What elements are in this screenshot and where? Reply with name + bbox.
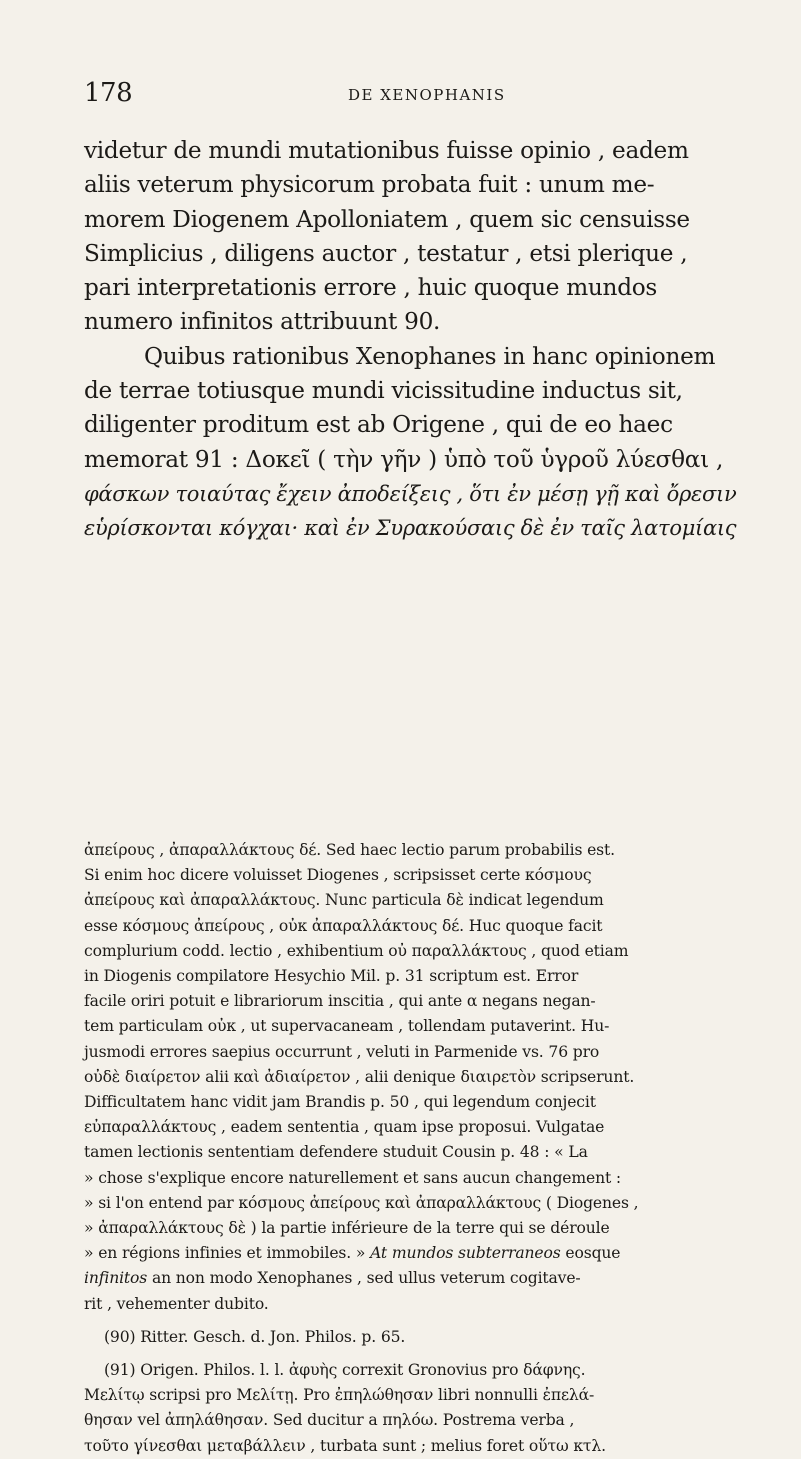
note-line: esse κόσμους ἀπείρους , οὐκ ἀπαραλλάκτους δέ. Huc quoque facit	[84, 916, 603, 935]
running-title: DE XENOPHANIS	[348, 86, 506, 104]
note-line: complurium codd. lectio , exhibentium οὐ παραλλάκτους , quod etiam	[84, 941, 629, 960]
text-line: de terrae totiusque mundi vicissitudine inductus sit,	[84, 377, 683, 405]
note-line-with-italic	[84, 1241, 726, 1266]
note-line-with-italic	[84, 1266, 726, 1291]
italic-phrase: At mundos subterraneos	[370, 1244, 561, 1263]
text-line: diligenter proditum est ab Origene , qui de eo haec	[84, 411, 673, 439]
note-text: an non modo Xenophanes , sed ullus veterum cogitave-	[147, 1269, 581, 1288]
text-line: Simplicius , diligens auctor , testatur , etsi plerique ,	[84, 239, 688, 267]
note-line: Μελίτῳ scripsi pro Μελίτῃ. Pro ἐπηλώθησαν libri nonnulli ἐπελά-	[84, 1386, 595, 1405]
note-line: Difficultatem hanc vidit jam Brandis p. 50 , qui legendum conjecit	[84, 1093, 596, 1112]
page-header	[0, 78, 801, 112]
note-line: εὐπαραλλάκτους , eadem sententia , quam ipse proposui. Vulgatae	[84, 1118, 605, 1137]
text-line: Quibus rationibus Xenophanes in hanc opinionem	[144, 342, 716, 370]
text-line: numero infinitos attribuunt 90.	[84, 308, 441, 336]
footnote-90: (90) Ritter. Gesch. d. Jon. Philos. p. 65.	[104, 1327, 406, 1346]
paragraph-1	[84, 134, 726, 340]
page-number: 178	[84, 78, 133, 108]
note-line: rit , vehementer dubito.	[84, 1294, 269, 1313]
footnotes	[84, 838, 726, 1459]
italic-phrase: infinitos	[84, 1269, 148, 1288]
text-line: aliis veterum physicorum probata fuit : unum me-	[84, 171, 655, 199]
paragraph-2	[84, 340, 737, 546]
main-text	[84, 134, 737, 546]
note-line: » ἀπαραλλάκτους δὲ ) la partie inférieure de la terre qui se déroule	[84, 1219, 610, 1238]
note-line: τοῦτο γίνεσθαι μεταβάλλειν , turbata sunt ; melius foret οὕτω κτλ.	[84, 1436, 606, 1455]
note-line: ἀπείρους , ἀπαραλλάκτους δέ. Sed haec lectio parum probabilis est.	[84, 841, 615, 859]
text-line: morem Diogenem Apolloniatem , quem sic censuisse	[84, 205, 690, 233]
note-text: » en régions infinies et immobiles. »	[84, 1244, 366, 1263]
note-line: in Diogenis compilatore Hesychio Mil. p. 31 scriptum est. Error	[84, 967, 579, 986]
note-line: » chose s'explique encore naturellement et sans aucun changement :	[84, 1168, 622, 1187]
greek-text-line: εὑρίσκονται κόγχαι· καὶ ἐν Συρακούσαις δὲ ἐν ταῖς λατομίαις	[84, 516, 737, 541]
note-line: θησαν vel ἀπηλάθησαν. Sed ducitur a πηλόω. Postrema verba ,	[84, 1411, 575, 1430]
note-line: » si l'on entend par κόσμους ἀπείρους καὶ ἀπαραλλάκτους ( Diogenes ,	[84, 1193, 639, 1212]
note-line: ἀπείρους καὶ ἀπαραλλάκτους. Nunc particula δὲ indicat legendum	[84, 891, 604, 910]
spacer	[84, 1317, 726, 1325]
note-text: eosque	[560, 1244, 621, 1263]
note-line: jusmodi errores saepius occurrunt , veluti in Parmenide vs. 76 pro	[84, 1042, 600, 1061]
note-line: tem particulam οὐκ , ut supervacaneam , tollendam putaverint. Hu-	[84, 1017, 610, 1036]
note-line: tamen lectionis sententiam defendere studuit Cousin p. 48 : « La	[84, 1143, 588, 1162]
greek-text-line: φάσκων τοιαύτας ἔχειν ἀποδείξεις , ὅτι ἐν μέσῃ γῇ καὶ ὄρεσιν	[84, 481, 737, 506]
text-line: memorat 91 : Δοκεῖ ( τὴν γῆν ) ὑπὸ τοῦ ὑγροῦ λύεσθαι ,	[84, 445, 724, 473]
note-line: facile oriri potuit e librariorum inscitia , qui ante α negans negan-	[84, 992, 596, 1011]
note-line: Si enim hoc dicere voluisset Diogenes , scripsisset certe κόσμους	[84, 866, 592, 885]
spacer	[84, 1350, 726, 1358]
text-line: videtur de mundi mutationibus fuisse opinio , eadem	[84, 137, 689, 164]
note-line: οὐδὲ διαίρετον alii καὶ ἀδιαίρετον , alii denique διαιρετὸν scripserunt.	[84, 1067, 635, 1086]
text-line: pari interpretationis errore , huic quoque mundos	[84, 274, 657, 302]
footnote-91: (91) Origen. Philos. l. l. ἀφυὴς correxit Gronovius pro δάφνης.	[104, 1361, 586, 1380]
